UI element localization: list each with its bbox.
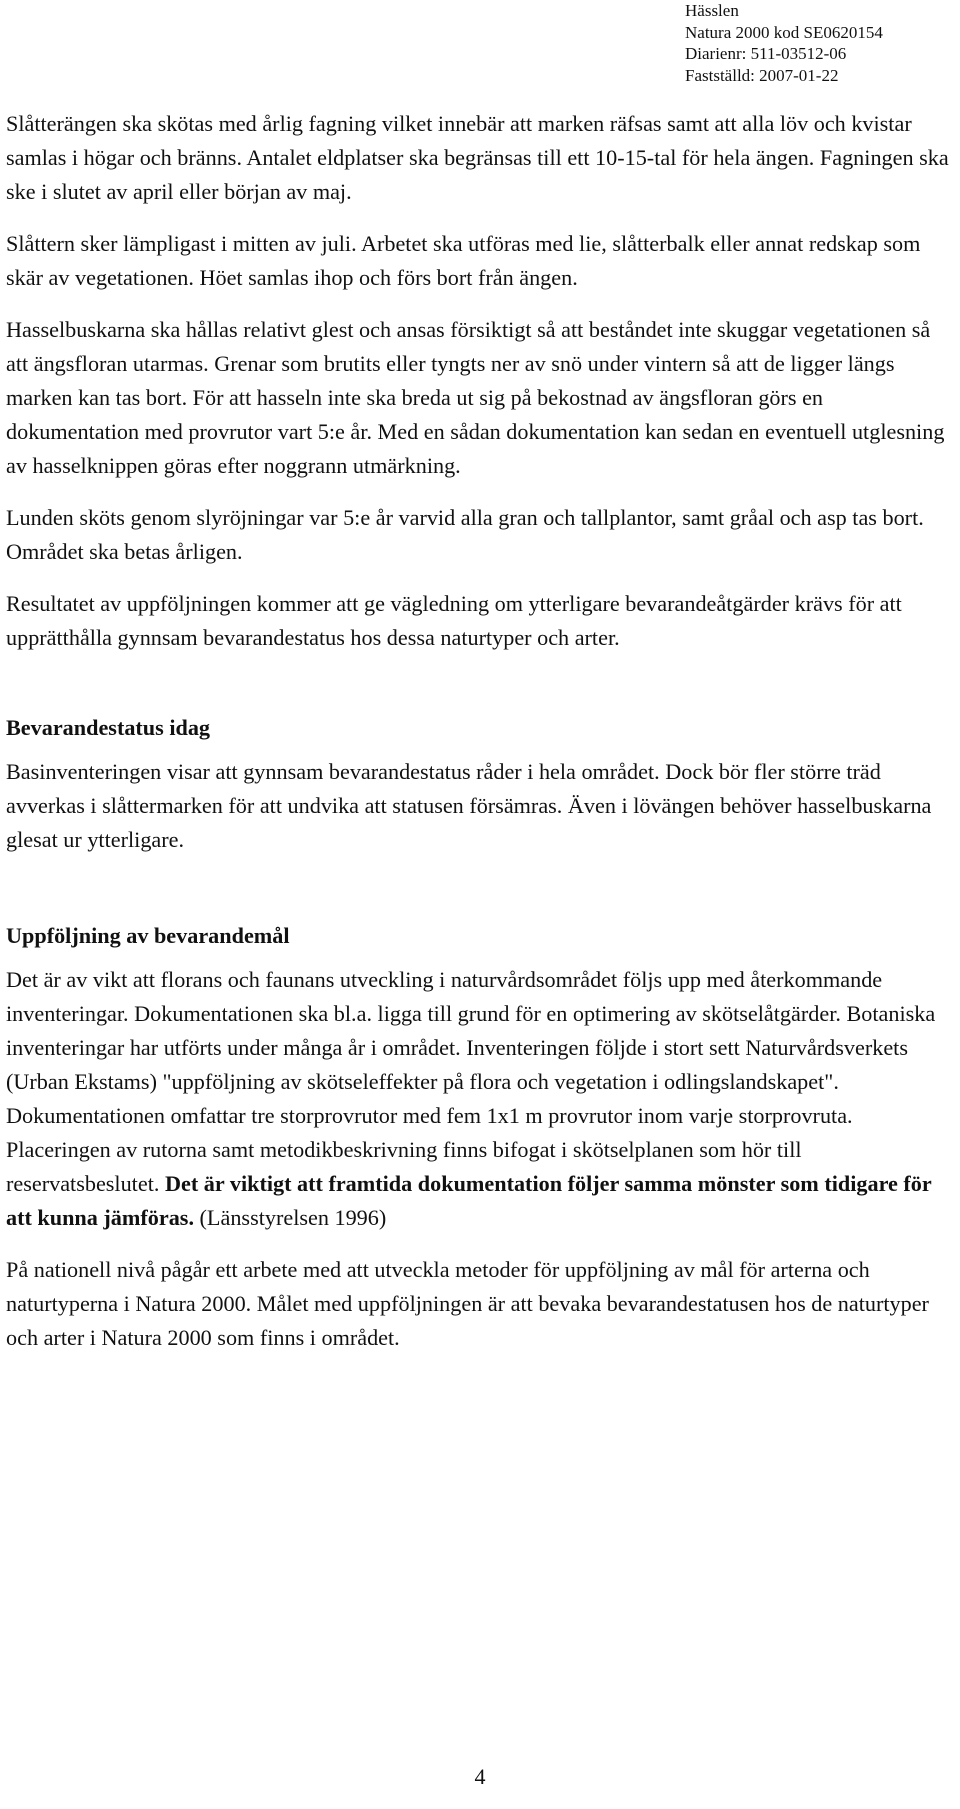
paragraph-monitoring-citation: (Länsstyrelsen 1996) [194,1205,387,1230]
heading-follow-up: Uppföljning av bevarandemål [6,923,290,948]
paragraph-mowing: Slåttern sker lämpligast i mitten av juli. Arbetet ska utföras med lie, slåtterbalk eller annat redskap som skär av vegetationen. Höet samlas ihop och förs bort från ängen. [6,231,921,290]
header-diary-number: Diarienr: 511-03512-06 [685,44,847,63]
header-natura-code: Natura 2000 kod SE0620154 [685,22,883,42]
heading-conservation-status: Bevarandestatus idag [6,715,211,740]
document-header [685,0,883,86]
paragraph-results: Resultatet av uppföljningen kommer att ge vägledning om ytterligare bevarandeåtgärder krävs för att upprätthålla gynnsam bevarandestatus hos dessa naturtyper och arter. [6,591,902,650]
header-site-name: Hässlen [685,1,739,20]
header-established-date: Fastställd: 2007-01-22 [685,65,839,85]
page-number: 4 [474,1764,486,1789]
document-body [6,107,952,1373]
paragraph-hazel: Hasselbuskarna ska hållas relativt glest och ansas försiktigt så att beståndet inte skuggar vegetationen så att ängsfloran utarmas. Grenar som brutits eller tyngts ner av snö under vintern så att de ligger längs marken kan tas bort. För att hasseln inte ska breda ut sig på bekostnad av ängsfloran görs en dokumentation med provrutor vart 5:e år. Med en sådan dokumentation kan sedan en eventuell utglesning av hasselknippen göras efter noggrann utmärkning. [6,317,945,478]
paragraph-monitoring-emphasis: Det är viktigt att framtida dokumentation följer samma mönster som tidigare för att kunna jämföras. [6,1171,932,1230]
paragraph-national-level: På nationell nivå pågår ett arbete med att utveckla metoder för uppföljning av mål för arterna och naturtyperna i Natura 2000. Målet med uppföljningen är att bevaka bevarandestatusen hos de naturtyper och arter i Natura 2000 som finns i området. [6,1257,929,1350]
paragraph-monitoring [6,963,952,1235]
paragraph-meadow-care: Slåtterängen ska skötas med årlig fagning vilket innebär att marken räfsas samt att alla löv och kvistar samlas i högar och bränns. Antalet eldplatser ska begränsas till ett 10-15-tal för hela ängen. Fagningen ska ske i slutet av april eller början av maj. [6,111,949,204]
paragraph-monitoring-text: Det är av vikt att florans och faunans utveckling i naturvårdsområdet följs upp med återkommande inventeringar. Dokumentationen ska bl.a. ligga till grund för en optimering av skötselåtgärder. Botaniska inventeringar har utförts under många år i området. Inventeringen följde i stort sett Naturvårdsverkets (Urban Ekstams) "uppföljning av skötseleffekter på flora och vegetation i odlingslandskapet". Dokumentationen omfattar tre storprovrutor med fem 1x1 m provrutor inom varje storprovruta. Placeringen av rutorna samt metodikbeskrivning finns bifogat i skötselplanen som hör till reservatsbeslutet. [6,967,936,1196]
paragraph-grove: Lunden sköts genom slyröjningar var 5:e år varvid alla gran och tallplantor, samt gråal och asp tas bort. Området ska betas årligen. [6,505,924,564]
paragraph-baseline-inventory: Basinventeringen visar att gynnsam bevarandestatus råder i hela området. Dock bör fler större träd avverkas i slåttermarken för att undvika att statusen försämras. Även i lövängen behöver hasselbuskarna glesat ur ytterligare. [6,759,932,852]
